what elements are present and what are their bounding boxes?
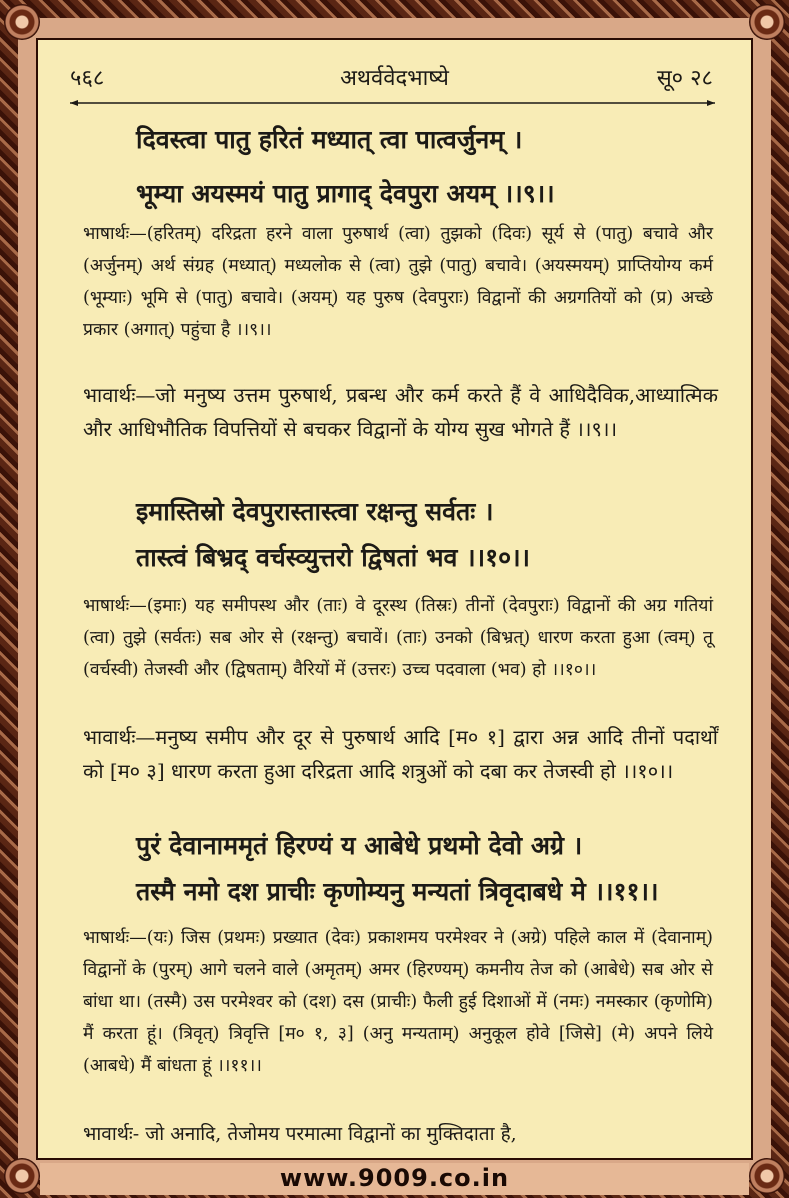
- verse-10-line-2: तास्त्वं बिभ्रद् वर्चस्व्युत्तरो द्विषतां भव ।।१०।।: [136, 543, 531, 572]
- verse-9-bhavartha: भावार्थः—जो मनुष्य उत्तम पुरुषार्थ, प्रबन्ध और कर्म करते हैं वे आधिदैविक,आध्यात्मिक और आधिभौतिक विपत्तियों से बचकर विद्वानों के योग्य सुख भोगते हैं ।।९।।: [83, 383, 718, 441]
- page-header: [36, 62, 753, 102]
- verse-11-line-1: पुरं देवानाममृतं हिरण्यं य आबेधे प्रथमो देवो अग्रे ।: [136, 831, 583, 860]
- verse-9-bhashartha: भाषार्थः—(हरितम्) दरिद्रता हरने वाला पुरुषार्थ (त्वा) तुझको (दिवः) सूर्य से (पातु) बचावे और (अर्जुनम्) अर्थ संग्रह (मध्यात्) मध्यलोक से (त्वा) तुझे (पातु) बचावे। (अयस्मयम्) प्राप्तियोग्य कर्म (भूम्याः) भूमि से (पातु) बचावे। (अयम्) यह पुरुष (देवपुराः) विद्वानों की अग्रगतियों को (प्र) अच्छे प्रकार (अगात्) पहुंचा है ।।९।।: [83, 224, 713, 340]
- book-title: अथर्ववेदभाष्ये: [340, 66, 449, 91]
- verse-9-line-2: भूम्या अयस्मयं पातु प्रागाद् देवपुरा अयम् ।।९।।: [136, 179, 555, 208]
- verse-10-bhavartha: भावार्थः—मनुष्य समीप और दूर से पुरुषार्थ आदि [म० १] द्वारा अन्न आदि तीनों पदार्थों को [म० ३] धारण करता हुआ दरिद्रता आदि शत्रुओं को दबा कर तेजस्वी हो ।।१०।।: [83, 725, 718, 783]
- header-rule: [70, 100, 715, 106]
- page-number: ५६८: [70, 66, 105, 91]
- corner-ornament-icon: [749, 4, 785, 40]
- verse-11-bhashartha: भाषार्थः—(यः) जिस (प्रथमः) प्रख्यात (देवः) प्रकाशमय परमेश्वर ने (अग्रे) पहिले काल में (देवानाम्) विद्वानों के (पुरम्) आगे चलने वाले (अमृतम्) अमर (हिरण्यम्) कमनीय तेज को (आबेधे) सब ओर से बांधा था। (तस्मै) उस परमेश्वर को (दश) दस (प्राचीः) फैली हुई दिशाओं में (नमः) नमस्कार (कृणोमि) मैं करता हूं। (त्रिवृत्) त्रिवृत्ति [म० १, ३] (अनु मन्यताम्) अनुकूल होवे [जिसे] (मे) अपने लिये (आबधे) मैं बांधता हूं ।।११।।: [83, 928, 713, 1076]
- verse-10-bhashartha: भाषार्थः—(इमाः) यह समीपस्थ और (ताः) वे दूरस्थ (तिस्रः) तीनों (देवपुराः) विद्वानों की अग्र गतियां (त्वा) तुझे (सर्वतः) सब ओर से (रक्षन्तु) बचावें। (ताः) उनको (बिभ्रत्) धारण करता हुआ (त्वम्) तू (वर्चस्वी) तेजस्वी और (द्विषताम्) वैरियों में (उत्तरः) उच्च पदवाला (भव) हो ।।१०।।: [83, 596, 714, 680]
- verse-9-line-1: दिवस्त्वा पातु हरितं मध्यात् त्वा पात्वर्जुनम् ।: [136, 125, 523, 154]
- verse-11-bhavartha: भावार्थः- जो अनादि, तेजोमय परमात्मा विद्वानों का मुक्तिदाता है,: [83, 1123, 517, 1145]
- book-page: [36, 38, 753, 1160]
- corner-ornament-icon: [4, 4, 40, 40]
- website-footer: www.9009.co.in: [279, 1164, 510, 1192]
- sukta-number: सू० २८: [656, 66, 713, 91]
- verse-10-line-1: इमास्तिस्रो देवपुरास्तास्त्वा रक्षन्तु सर्वतः ।: [136, 497, 494, 526]
- verse-11-line-2: तस्मै नमो दश प्राचीः कृणोम्यनु मन्यतां त्रिवृदाबधे मे ।।११।।: [136, 877, 659, 906]
